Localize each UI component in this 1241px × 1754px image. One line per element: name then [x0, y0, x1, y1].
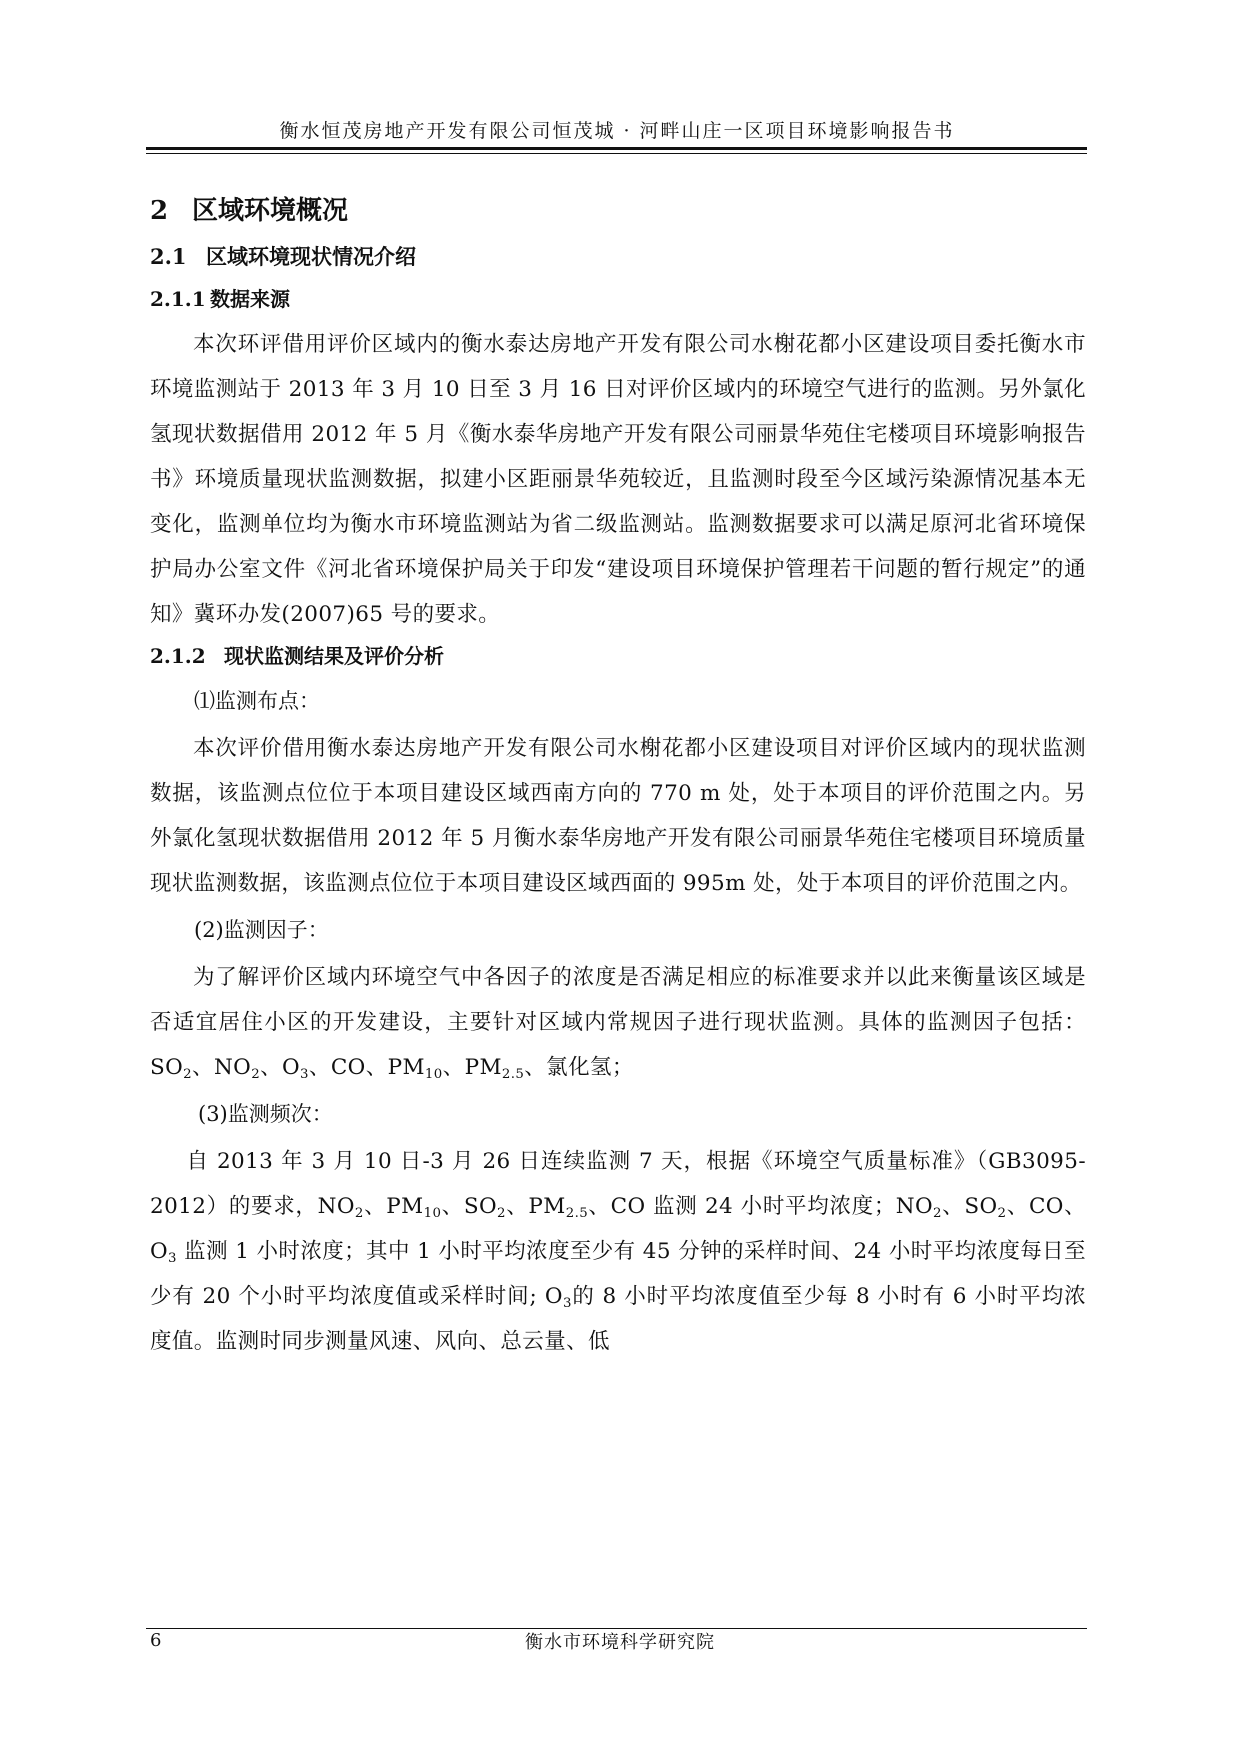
item-label-monitoring-frequency: (3)监测频次： [198, 1102, 333, 1126]
sub-subsection-heading-1 [150, 284, 1086, 314]
factor-pm25: $PM_{2.5}$ [464, 1055, 525, 1082]
sub-subsection-heading-2 [150, 641, 1086, 671]
section-title: 区域环境概况 [192, 196, 349, 226]
item-label-monitoring-points: ⑴监测布点： [194, 689, 320, 713]
factor-pm10: $PM_{10}$ [387, 1055, 443, 1082]
monitoring-points-paragraph: 本次评价借用衡水泰达房地产开发有限公司水榭花都小区建设项目对评价区域内的现状监测数据，该监测点位位于本项目建设区域西南方向的 770 m 处，处于本项目的评价范围之内。另外氯化氢现状数据借用 2012 年 5 月衡水泰华房地产开发有限公司丽景华苑住宅楼项目环境质量现状监测数据，该监测点位位于本项目建设区域西面的 995m 处，处于本项目的评价范围之内。 [150, 736, 1086, 896]
sub-subsection-number-1: 2.1.1 [150, 287, 206, 311]
factor-no2: $NO_2$ [213, 1055, 261, 1082]
item-label-monitoring-factors: (2)监测因子： [194, 918, 329, 942]
footer-institute: 衡水市环境科学研究院 [525, 1632, 715, 1653]
footer-rule [146, 1628, 1087, 1629]
section-heading [150, 194, 1086, 228]
header-rule-thin [146, 153, 1087, 154]
page-content [150, 194, 1086, 1364]
data-source-paragraph: 本次环评借用评价区域内的衡水泰达房地产开发有限公司水榭花都小区建设项目委托衡水市环境监测站于 2013 年 3 月 10 日至 3 月 16 日对评价区域内的环境空气进行的监测。另外氯化氢现状数据借用 2012 年 5 月《衡水泰华房地产开发有限公司丽景华苑住宅楼项目环境影响报告书》环境质量现状监测数据，拟建小区距丽景华苑较近，且监测时段至今区域污染源情况基本无变化，监测单位均为衡水市环境监测站为省二级监测站。监测数据要求可以满足原河北省环境保护局办公室文件《河北省环境保护局关于印发“建设项目环境保护管理若干问题的暂行规定”的通知》冀环办发(2007)65 号的要求。 [150, 332, 1086, 627]
sub-subsection-title-2: 现状监测结果及评价分析 [224, 644, 444, 668]
section-number: 2 [150, 196, 169, 226]
page-number: 6 [150, 1630, 162, 1651]
sub-subsection-number-2: 2.1.2 [150, 644, 206, 668]
factors-intro-text: 为了解评价区域内环境空气中各因子的浓度是否满足相应的标准要求并以此来衡量该区域是否适宜居住小区的开发建设，主要针对区域内常规因子进行现状监测。具体的监测因子包括： [150, 965, 1086, 1035]
subsection-title: 区域环境现状情况介绍 [206, 244, 416, 269]
subsection-heading [150, 242, 1086, 272]
running-header: 衡水恒茂房地产开发有限公司恒茂城 · 河畔山庄一区项目环境影响报告书 [279, 120, 955, 142]
factor-so2: $SO_2$ [150, 1055, 193, 1082]
header-rule [146, 147, 1087, 150]
factor-o3: $O_3$ [282, 1055, 309, 1082]
monitoring-frequency-paragraph: 自 2013 年 3 月 10 日-3 月 26 日连续监测 7 天，根据《环境空气质量标准》（GB3095-2012）的要求，$NO_2$、$PM_{10}$、$SO_2$、$PM_{2.5}$、CO 监测 24 小时平均浓度；$NO_2$、$SO_2$、CO、$O_3$ 监测 1 小时浓度；其中 1 小时平均浓度至少有 45 分钟的采样时间、24 小时平均浓度每日至少有 20 个小时平均浓度值或采样时间; $O_3$的 8 小时平均浓度值至少每 8 小时有 6 小时平均浓度值。监测时同步测量风速、风向、总云量、低 [150, 1149, 1087, 1354]
monitoring-factors-paragraph: 为了解评价区域内环境空气中各因子的浓度是否满足相应的标准要求并以此来衡量该区域是否适宜居住小区的开发建设，主要针对区域内常规因子进行现状监测。具体的监测因子包括：$SO_2$、$NO_2$、$O_3$、CO、$PM_{10}$、$PM_{2.5}$、氯化氢； [150, 965, 1086, 1082]
factor-hcl: 氯化氢； [546, 1055, 634, 1080]
sub-subsection-title-1: 数据来源 [210, 287, 290, 311]
subsection-number: 2.1 [150, 244, 187, 269]
factor-co: CO [330, 1055, 366, 1080]
